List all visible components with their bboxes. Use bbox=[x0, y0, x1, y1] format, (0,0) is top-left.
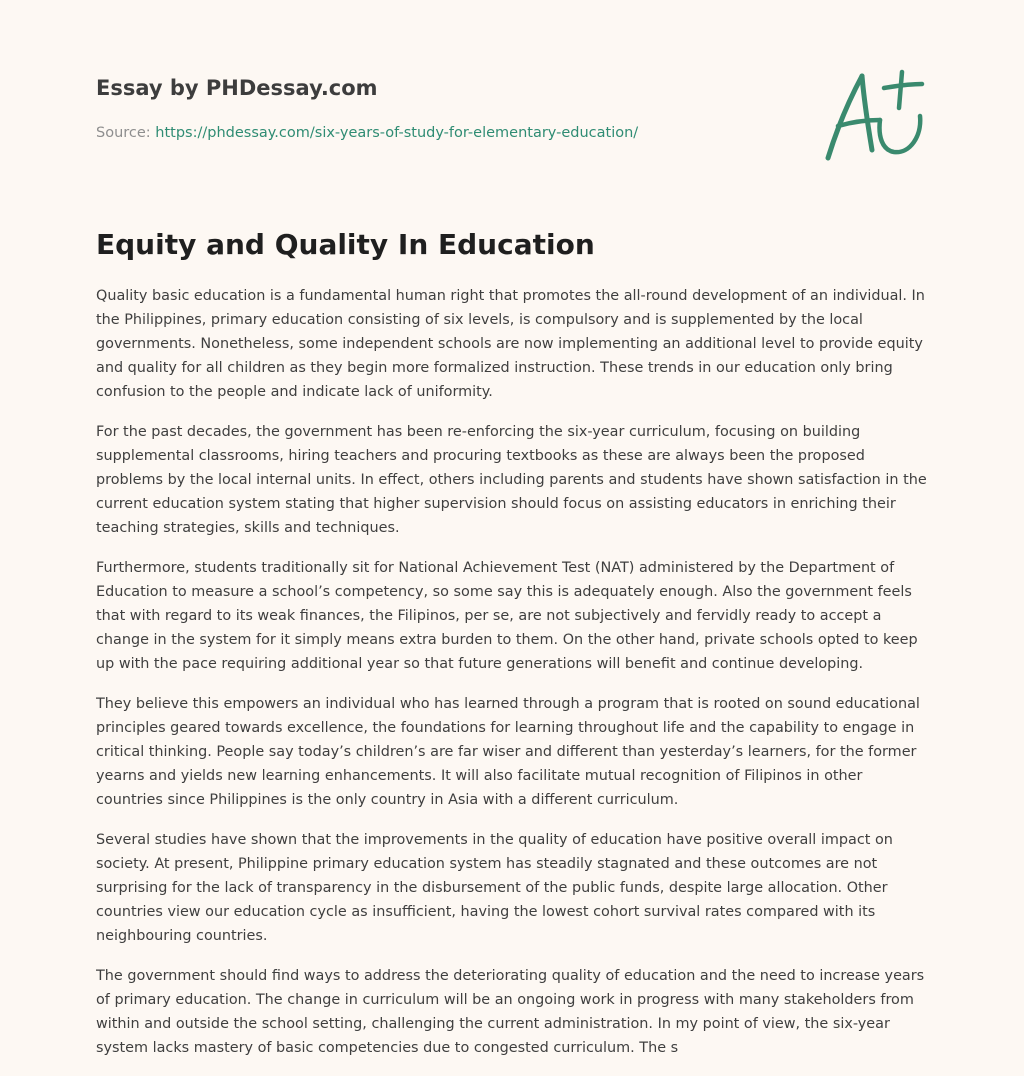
essay-paragraph: For the past decades, the government has been re-enforcing the six-year curriculum, focusing on building supplemental classrooms, hiring teachers and procuring textbooks as these are always been the proposed problems by the local internal units. In effect, others including parents and students have shown satisfaction in the current education system stating that higher supervision should focus on assisting educators in enriching their teaching strategies, skills and techniques. bbox=[96, 424, 927, 536]
essay-paragraph: Several studies have shown that the improvements in the quality of education have positive overall impact on society. At present, Philippine primary education system has steadily stagnated and these outcomes are not surprising for the lack of transparency in the disbursement of the public funds, despite large allocation. Other countries view our education cycle as insufficient, having the lowest cohort survival rates compared with its neighbouring countries. bbox=[96, 832, 893, 944]
essay-paragraph: Furthermore, students traditionally sit for National Achievement Test (NAT) administered by the Department of Education to measure a school’s competency, so some say this is adequately enough. Also the government feels that with regard to its weak finances, the Filipinos, per se, are not subjectively and fervidly ready to accept a change in the system for it simply means extra burden to them. On the other hand, private schools opted to keep up with the pace requiring additional year so that future generations will benefit and continue developing. bbox=[96, 560, 918, 672]
source-line bbox=[96, 125, 638, 141]
source-label: Source: bbox=[96, 125, 151, 141]
page-header bbox=[96, 76, 936, 176]
source-link[interactable]: https://phdessay.com/six-years-of-study-for-elementary-education/ bbox=[155, 125, 639, 141]
essay-paragraph: The government should find ways to address the deteriorating quality of education and the need to increase years of primary education. The change in curriculum will be an ongoing work in progress with many stakeholders from within and outside the school setting, challenging the current administration. In my point of view, the six-year system lacks mastery of basic competencies due to congested curriculum. The s bbox=[96, 968, 925, 1056]
site-brand: Essay by PHDessay.com bbox=[96, 76, 378, 100]
essay-title: Equity and Quality In Education bbox=[96, 228, 595, 261]
a-plus-logo-icon bbox=[818, 66, 930, 166]
essay-body bbox=[96, 284, 928, 1076]
essay-paragraph: They believe this empowers an individual who has learned through a program that is rooted on sound educational principles geared towards excellence, the foundations for learning throughout life and the capability to engage in critical thinking. People say today’s children’s are far wiser and different than yesterday’s learners, for the former yearns and yields new learning enhancements. It will also facilitate mutual recognition of Filipinos in other countries since Philippines is the only country in Asia with a different curriculum. bbox=[96, 696, 920, 808]
essay-paragraph: Quality basic education is a fundamental human right that promotes the all-round development of an individual. In the Philippines, primary education consisting of six levels, is compulsory and is supplemented by the local governments. Nonetheless, some independent schools are now implementing an additional level to provide equity and quality for all children as they begin more formalized instruction. These trends in our education only bring confusion to the people and indicate lack of uniformity. bbox=[96, 288, 925, 400]
